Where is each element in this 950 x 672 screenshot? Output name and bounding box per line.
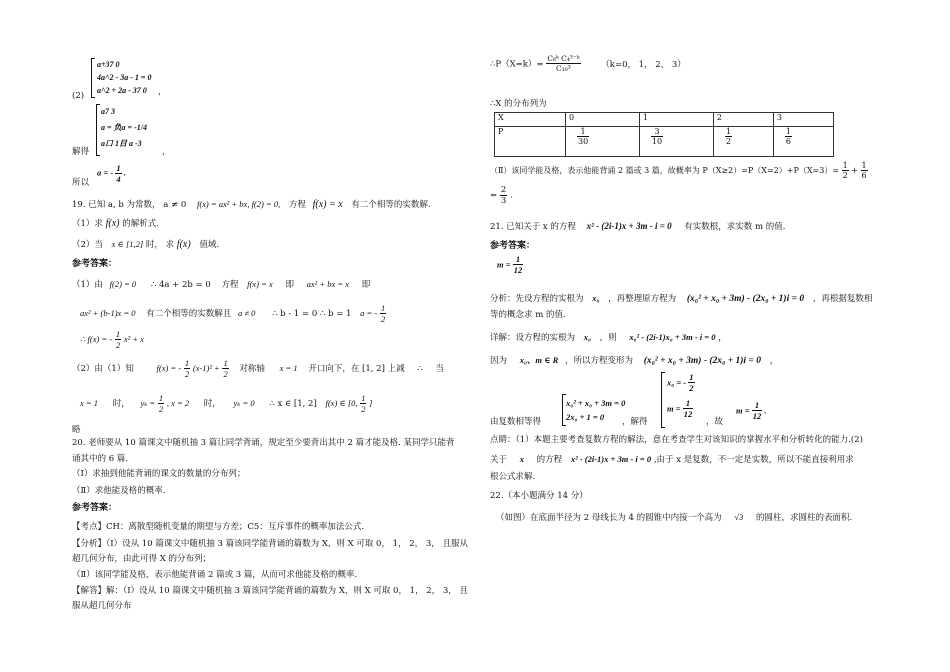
fraction-numerator: C₆ᵏ C₄³⁻ᵏ: [547, 54, 580, 63]
analysis-line1: [490, 292, 872, 304]
q21-text: 21. 已知关于 x 的方程: [490, 222, 576, 232]
fraction: [115, 329, 121, 350]
system1-line: a^2 + 2a - 37 0: [97, 86, 147, 95]
a19-eq: , x = 2: [166, 398, 190, 408]
q21-tail: 有实数根，求实数 m 的值.: [684, 222, 786, 232]
detail-text: 由复数相等得: [490, 417, 542, 427]
fraction-numerator: 1: [513, 254, 524, 265]
q19-part2-text: （2）当: [72, 240, 103, 250]
a19-text: ∴ x ∈ [1, 2]: [269, 399, 317, 409]
a19-text: （2）由（1）知: [72, 364, 134, 374]
a19-eq: ax² + (b-1)x = 0: [80, 308, 136, 318]
fraction-denominator: 30: [578, 137, 589, 146]
fraction-numerator: 1: [361, 393, 366, 403]
a19-eq: f(x) = -: [156, 363, 182, 373]
fraction-denominator: 12: [683, 409, 693, 419]
q19-part1: [72, 217, 159, 229]
a19-eq: ax² + bx = x: [306, 279, 349, 289]
detail-eq: (x₀² + x₀ + 3m) - (2x₀ + 1)i = 0: [643, 356, 761, 366]
fraction: [577, 127, 589, 146]
fraction-denominator: C₁₀³: [556, 64, 571, 73]
a19-text: 当: [435, 364, 444, 374]
fraction-numerator: 3: [651, 127, 663, 137]
prob-formula: [490, 54, 686, 73]
answer-m: [497, 254, 523, 275]
detail-text: ，则: [599, 333, 617, 343]
detail-var: x₀、m ∈ R: [519, 355, 559, 365]
a20-analysis: 【分析】（Ⅰ）设从 10 篇课文中随机抽 3 篇该同学能背诵的篇数为 X，则 X 可取 0， 1， 2， 3， 且服从: [72, 539, 468, 549]
fraction: [683, 398, 694, 419]
a19-eq: yₖ =: [140, 398, 156, 408]
system1: [97, 58, 151, 97]
a19-text: ∴ b - 1 = 0 ∴ b = 1: [272, 309, 352, 319]
system-line: x₀² + x₀ + 3m = 0: [566, 398, 626, 408]
a19-text: 有二个相等的实数解且: [146, 309, 232, 319]
table-cell: 2: [713, 113, 773, 127]
a19-line1: [72, 278, 370, 290]
a19-eq: a = -: [360, 308, 378, 318]
fraction-numerator: 1: [184, 358, 190, 368]
a19-eq: ]: [369, 398, 373, 408]
fraction: [651, 127, 663, 146]
fraction: [360, 393, 366, 414]
so-eq: a = -: [97, 167, 114, 178]
system-line: 2x₀ + 1 = 0: [566, 412, 605, 422]
a19-line5: [80, 393, 372, 414]
fraction-denominator: 12: [752, 411, 762, 421]
q22-text: （如图）在底面半径为 2 母线长为 4 的圆锥中内接一个高为: [496, 513, 722, 523]
table-row: [495, 127, 834, 157]
system1-label: (2): [72, 91, 85, 101]
a19-text: 时，: [203, 399, 221, 409]
q22-title: 22.（本小题满分 14 分）: [490, 491, 588, 501]
fraction: [158, 393, 164, 414]
analysis-line2: 等的概念求 m 的值.: [490, 310, 566, 320]
fraction: [546, 54, 580, 73]
a19-eq: a ≠ 0: [237, 308, 256, 318]
q19-part2-set: x ∈ [1,2]: [111, 239, 144, 249]
fraction: [222, 358, 228, 379]
note-line2: [490, 453, 854, 465]
final-m-end: .: [764, 405, 767, 416]
a19-omit: 略: [72, 425, 81, 435]
q19-line1: [72, 198, 431, 210]
q19-eq: f(x) = x: [312, 199, 343, 210]
note-text: ,由于 x 是复数，不一定是实数，所以不能直接利用求: [653, 455, 854, 465]
pass-eq: =: [490, 190, 498, 201]
fraction-numerator: 1: [725, 127, 731, 136]
fraction-denominator: 2: [184, 369, 190, 379]
fraction: [842, 161, 849, 180]
fraction-numerator: 1: [861, 161, 867, 170]
fraction-denominator: 2: [115, 340, 121, 350]
equation-system: [566, 396, 625, 424]
solve-tail: ，: [162, 147, 171, 157]
answer-heading: 参考答案：: [490, 241, 536, 251]
fraction-numerator: 1: [785, 127, 791, 136]
fraction: [785, 127, 792, 146]
detail-text: ，所以方程变形为: [564, 356, 633, 366]
pass-text: （Ⅱ）该同学能及格，表示他能背诵 2 篇或 3 篇，故概率为 P（X≥2）=P（X=2）+P（X=3）=: [490, 166, 840, 175]
pass-probability: [490, 161, 868, 180]
a19-eq: yₖ = 0: [233, 398, 255, 408]
fraction-denominator: 2: [158, 404, 164, 414]
a19-text: 即: [361, 280, 371, 290]
q19-cond: f(x) = ax² + bx, f(2) = 0,: [196, 199, 281, 209]
a19-eq: x² + x: [123, 334, 144, 344]
system2: [101, 104, 147, 152]
so-tail: .: [123, 167, 126, 178]
q22-body: [496, 511, 852, 523]
analysis-text: ，再整理原方程为: [608, 294, 677, 304]
system2-line: a口 1目 a -3: [101, 139, 142, 148]
answer-heading: 参考答案：: [72, 259, 118, 269]
table-cell: 1: [639, 113, 713, 127]
pass-end: .: [509, 190, 513, 201]
detail-text: ，: [769, 356, 779, 366]
a19-text: ∴: [417, 364, 423, 374]
table-cell: [566, 127, 640, 157]
fraction-denominator: 10: [651, 137, 663, 146]
q21-eq: x² - (2i-1)x + 3m - i = 0: [586, 221, 672, 231]
fraction: [725, 127, 732, 146]
so-label: 所以: [72, 178, 90, 188]
table-cell: 0: [566, 113, 640, 127]
solve-label: 解得: [72, 147, 90, 157]
q19-tail: 有二个相等的实数解.: [351, 200, 431, 210]
a19-line3: [80, 329, 144, 350]
fraction-denominator: 2: [689, 383, 694, 393]
table-cell: [713, 127, 773, 157]
q19-num: 19. 已知 a, b 为常数， a ≠ 0: [72, 200, 187, 210]
solution-brace: [661, 372, 665, 428]
q20-part1: （Ⅰ）求抽到他能背诵的课文的数量的分布列；: [72, 469, 246, 479]
detail-text: ，故: [706, 417, 724, 427]
fraction-numerator: 1: [116, 163, 121, 173]
detail-text: 因为: [490, 356, 508, 366]
analysis-text: ，再根据复数相: [812, 294, 873, 304]
q20-part2: （Ⅱ）求他能及格的概率.: [72, 486, 166, 496]
so-expression: [97, 163, 126, 184]
a19-eq: x = 1: [279, 363, 298, 373]
q19-part2-f: f(x): [176, 239, 191, 250]
fraction-numerator: 1: [115, 329, 121, 339]
table-cell: 3: [773, 113, 833, 127]
table-cell: X: [495, 113, 566, 127]
fraction-numerator: 1: [689, 372, 694, 382]
fraction: [500, 185, 507, 206]
detail-x0: x₀: [583, 332, 591, 342]
analysis-x0: x₀: [592, 293, 600, 303]
system2-line: a = 负a = -1/4: [101, 123, 148, 132]
system1-line: a+37 0: [97, 60, 120, 69]
solution-m: [667, 398, 693, 419]
system1-line: 4a^2 - 3a - 1 = 0: [97, 73, 152, 82]
note-x: x: [519, 454, 524, 464]
fraction: [513, 254, 524, 275]
detail-text: ，解得: [622, 417, 648, 427]
fraction-denominator: 2: [725, 137, 731, 146]
q19-part2: [72, 238, 219, 250]
solution-x0: [667, 372, 695, 393]
a19-text: ∴ 4a + 2b = 0: [150, 280, 211, 290]
fraction-numerator: 1: [683, 398, 694, 409]
fraction-denominator: 6: [785, 137, 791, 146]
a20-analysis-2: （Ⅱ）该同学能及格，表示他能背诵 2 篇或 3 篇，从而可求他能及格的概率.: [72, 570, 358, 580]
table-cell: [639, 127, 713, 157]
q20-line2: 诵其中的 6 篇.: [72, 454, 129, 464]
fraction-denominator: 6: [861, 171, 867, 180]
system1-tail: ，: [158, 87, 167, 97]
a19-line2: [80, 303, 386, 324]
fraction-denominator: 2: [361, 404, 366, 414]
a19-eq: f(x) ∈ [0,: [325, 398, 358, 408]
fraction-numerator: 1: [752, 400, 763, 411]
q20-line1: 20. 老师要从 10 篇课文中随机抽 3 篇让同学背诵，规定至少要背出其中 2 篇才能及格. 某同学只能背: [72, 438, 455, 448]
a19-eq: ∴ f(x) = -: [80, 334, 113, 344]
note-line3: 根公式求解.: [490, 472, 536, 482]
a19-eq: (x-1)² +: [192, 363, 220, 373]
fraction-denominator: 4: [116, 174, 121, 184]
fraction: [688, 372, 694, 393]
prob-range: （k=0， 1， 2， 3）: [601, 59, 686, 70]
answer-m-label: m =: [497, 259, 511, 270]
detail-line1: [490, 331, 727, 343]
distribution-table: [494, 112, 834, 157]
note-eq: x² - (2i-1)x + 3m - i = 0: [570, 454, 652, 464]
note-text: 的方程: [536, 455, 563, 465]
fraction-numerator: 1: [158, 393, 164, 403]
q19-part1-text: （1）求: [72, 219, 103, 229]
q22-radical: √3: [734, 512, 744, 522]
prob-label: ∴P（X=k）=: [490, 59, 544, 70]
detail-line2: [490, 354, 778, 366]
fraction: [752, 400, 763, 421]
q21-line: [490, 220, 785, 232]
a19-eq: f(x) = x: [247, 279, 273, 289]
q19-part1-tail: 的解析式.: [122, 219, 159, 229]
a19-eq: f(2) = 0: [109, 279, 137, 289]
detail-text: 详解：设方程的实根为: [490, 333, 576, 343]
a20-solution-cont: 服从超几何分布: [72, 601, 132, 611]
pass-plus: +: [851, 166, 858, 175]
a19-text: 时，: [112, 399, 130, 409]
a19-text: 方程: [221, 280, 239, 290]
q19-part1-f: f(x): [105, 218, 120, 229]
answer-heading: 参考答案：: [72, 503, 118, 513]
fraction-denominator: 2: [223, 369, 228, 379]
fraction-numerator: 1: [577, 127, 589, 137]
fraction-numerator: 2: [500, 185, 507, 195]
analysis-eq: (x₀² + x₀ + 3m) - (2x₀ + 1)i = 0: [686, 294, 805, 304]
final-m-label: m =: [736, 405, 750, 416]
fraction-denominator: 12: [513, 265, 523, 275]
fraction-denominator: 2: [842, 171, 848, 180]
q19-part2-mid: 时， 求: [145, 240, 175, 250]
a19-eq: x = 1: [80, 398, 99, 408]
a19-line4: [72, 358, 444, 379]
detail-eq: x₀² - (2i-1)x₀ + 3m - i = 0: [629, 332, 716, 342]
system2-line: a7 3: [101, 107, 115, 116]
fraction: [184, 358, 190, 379]
q19-part2-tail: 值域.: [199, 240, 220, 250]
table-row: [495, 113, 834, 127]
note-text: 关于: [490, 455, 508, 465]
pass-result: [490, 185, 513, 206]
detail-text: ，: [718, 333, 727, 343]
fraction: [380, 303, 386, 324]
a19-text: （1）由: [72, 280, 103, 290]
a19-text: 即: [285, 280, 294, 290]
fraction-numerator: 1: [380, 303, 386, 313]
fraction: [115, 163, 121, 184]
a19-text: 对称轴: [239, 364, 265, 374]
system2-brace: [96, 104, 100, 156]
dist-label: ∴X 的分布列为: [490, 99, 547, 109]
fraction: [861, 161, 868, 180]
final-m: [736, 400, 766, 421]
a20-solution: 【解答】解：（Ⅰ）设从 10 篇课文中随机抽 3 篇该同学能背诵的篇数为 X，则 X 可取 0， 1， 2， 3， 且: [72, 586, 468, 596]
a20-analysis-cont: 超几何分布，由此可得 X 的分布列；: [72, 554, 211, 564]
analysis-text: 分析：先设方程的实根为: [490, 294, 584, 304]
solution-x0-label: x₀ = -: [667, 377, 687, 388]
table-cell: P: [495, 127, 566, 157]
q22-text: 的圆柱，求圆柱的表面积.: [755, 513, 853, 523]
fraction-numerator: 1: [223, 358, 228, 368]
fraction-denominator: 3: [500, 196, 507, 206]
fraction-numerator: 1: [842, 161, 848, 170]
note-line1: 点睛：（1）本题主要考查复数方程的解法，意在考查学生对该知识的掌握水平和分析转化的能力.(2): [490, 435, 863, 445]
fraction-denominator: 2: [380, 314, 386, 324]
q19-eq-label: 方程: [288, 200, 306, 210]
table-cell: [773, 127, 833, 157]
solution-m-label: m =: [667, 403, 681, 414]
a20-kaodian: 【考点】CH：离散型随机变量的期望与方差；C5：互斥事件的概率加法公式.: [72, 522, 365, 532]
system1-brace: [91, 58, 95, 98]
a19-text: 开口向下，在 [1, 2] 上减: [308, 364, 405, 374]
